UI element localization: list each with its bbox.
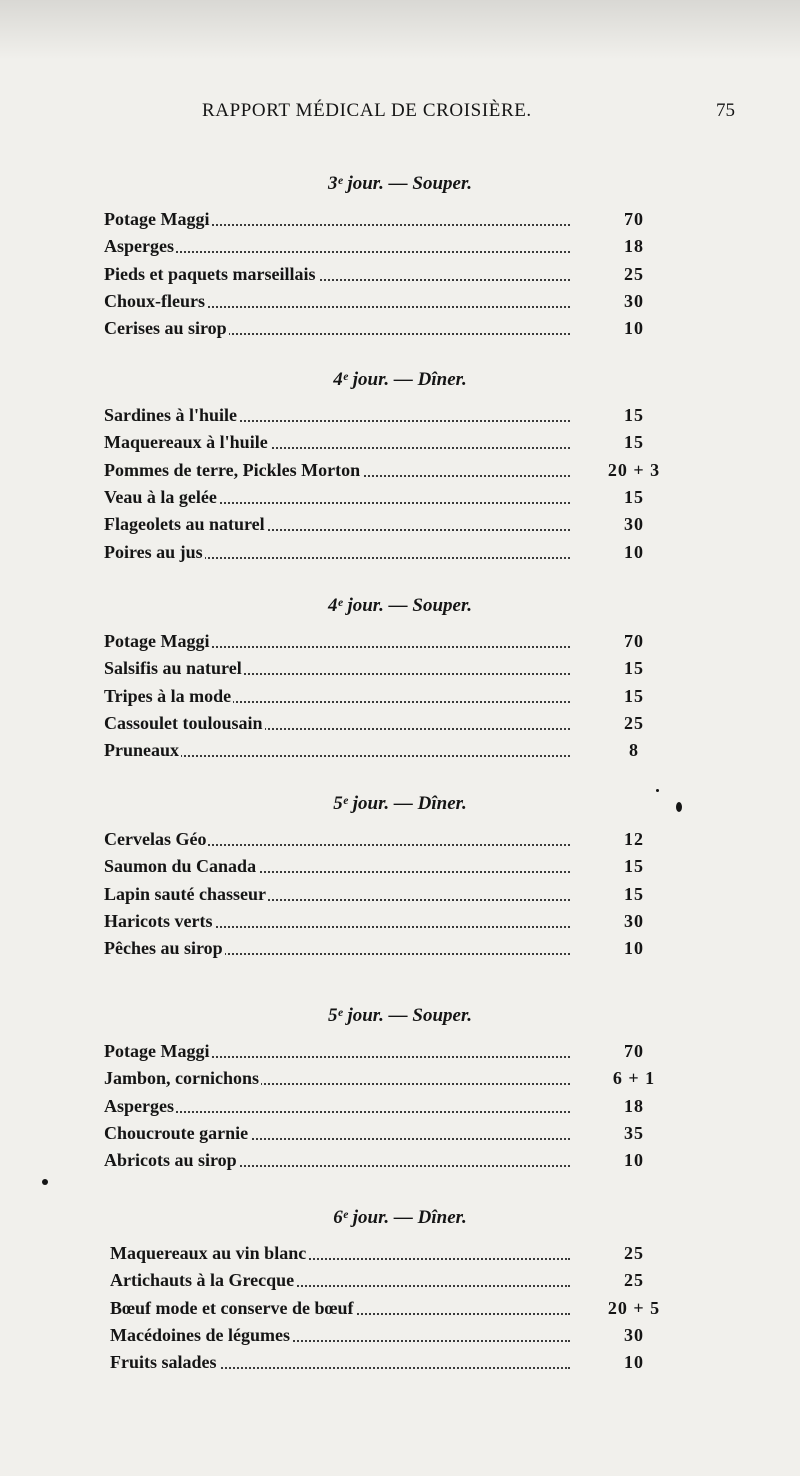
dish-quantity: 10	[624, 542, 644, 562]
dish-quantity: 8	[629, 740, 639, 760]
dish-quantity: 6 + 1	[612, 1068, 656, 1088]
dish-quantity: 30	[624, 911, 644, 931]
dish-name: Pommes de terre, Pickles Morton	[104, 460, 361, 480]
dish-name: Potage Maggi	[104, 1041, 210, 1061]
dish-row	[0, 429, 800, 456]
dish-row	[0, 881, 800, 908]
dish-row	[0, 1349, 800, 1376]
section-title: 6ᵉ jour. — Dîner.	[333, 1207, 467, 1228]
dish-row	[0, 539, 800, 566]
dish-quantity: 70	[624, 631, 644, 651]
dish-name: Fruits salades	[110, 1352, 217, 1372]
dish-row	[0, 683, 800, 710]
dish-name: Choux-fleurs	[104, 291, 206, 311]
dish-name: Jambon, cornichons	[104, 1068, 260, 1088]
dish-row	[0, 1093, 800, 1120]
dish-quantity: 30	[624, 1325, 644, 1345]
dish-name: Artichauts à la Grecque	[110, 1270, 295, 1290]
section-title: 4ᵉ jour. — Souper.	[327, 595, 473, 616]
dish-name: Macédoines de légumes	[110, 1325, 290, 1345]
ink-speck	[42, 1179, 48, 1185]
dish-row	[0, 853, 800, 880]
dish-row	[0, 1120, 800, 1147]
dish-name: Asperges	[104, 1096, 174, 1116]
dish-quantity: 30	[624, 514, 644, 534]
dish-row	[0, 1322, 800, 1349]
dish-name: Choucroute garnie	[104, 1123, 249, 1143]
dish-quantity: 15	[624, 658, 644, 678]
section-title: 5ᵉ jour. — Souper.	[327, 1005, 473, 1026]
dish-name: Saumon du Canada	[104, 856, 257, 876]
dish-quantity: 10	[624, 318, 644, 338]
dish-row	[0, 1038, 800, 1065]
section-title: 4ᵉ jour. — Dîner.	[333, 369, 467, 390]
dish-name: Potage Maggi	[104, 631, 210, 651]
dish-quantity: 30	[624, 291, 644, 311]
dish-quantity: 12	[624, 829, 644, 849]
dish-quantity: 10	[624, 938, 644, 958]
dish-row	[0, 484, 800, 511]
ink-speck	[676, 802, 682, 812]
dish-name: Sardines à l'huile	[104, 405, 238, 425]
dish-row	[0, 261, 800, 288]
dish-quantity: 25	[624, 264, 644, 284]
dish-quantity: 20 + 3	[607, 460, 661, 480]
dish-row	[0, 402, 800, 429]
dish-row	[0, 737, 800, 764]
dish-quantity: 25	[624, 713, 644, 733]
dish-row	[0, 826, 800, 853]
section-title: 5ᵉ jour. — Dîner.	[333, 793, 467, 814]
dish-quantity: 10	[624, 1352, 644, 1372]
dish-name: Cerises au sirop	[104, 318, 227, 338]
section-title: 3ᵉ jour. — Souper.	[327, 173, 473, 194]
dish-row	[0, 288, 800, 315]
dish-name: Pruneaux	[104, 740, 180, 760]
dish-name: Flageolets au naturel	[104, 514, 265, 534]
dish-row	[0, 628, 800, 655]
dish-name: Lapin sauté chasseur	[104, 884, 267, 904]
dish-row	[0, 457, 800, 484]
dish-quantity: 15	[624, 432, 644, 452]
dish-quantity: 70	[624, 1041, 644, 1061]
dish-quantity: 35	[624, 1123, 644, 1143]
dish-quantity: 20 + 5	[607, 1298, 661, 1318]
dish-quantity: 25	[624, 1243, 644, 1263]
dish-name: Bœuf mode et conserve de bœuf	[110, 1298, 354, 1318]
dish-row	[0, 206, 800, 233]
dish-quantity: 15	[624, 686, 644, 706]
dish-name: Cassoulet toulousain	[104, 713, 263, 733]
dish-row	[0, 935, 800, 962]
dish-name: Maquereaux au vin blanc	[110, 1243, 307, 1263]
running-head	[0, 100, 800, 130]
dish-name: Asperges	[104, 236, 174, 256]
dish-quantity: 25	[624, 1270, 644, 1290]
dish-row	[0, 233, 800, 260]
dish-name: Salsifis au naturel	[104, 658, 242, 678]
ink-speck	[656, 789, 659, 792]
dish-quantity: 18	[624, 1096, 644, 1116]
dish-row	[0, 655, 800, 682]
dish-row	[0, 1065, 800, 1092]
dish-row	[0, 1147, 800, 1174]
dish-name: Abricots au sirop	[104, 1150, 237, 1170]
dish-name: Pêches au sirop	[104, 938, 223, 958]
dish-row	[0, 1240, 800, 1267]
dish-quantity: 10	[624, 1150, 644, 1170]
dish-quantity: 18	[624, 236, 644, 256]
dish-name: Tripes à la mode	[104, 686, 232, 706]
dish-name: Maquereaux à l'huile	[104, 432, 268, 452]
dish-name: Haricots verts	[104, 911, 213, 931]
dish-quantity: 15	[624, 487, 644, 507]
dish-row	[0, 908, 800, 935]
dish-quantity: 15	[624, 856, 644, 876]
dish-row	[0, 315, 800, 342]
dish-name: Potage Maggi	[104, 209, 210, 229]
dish-name: Pieds et paquets marseillais	[104, 264, 316, 284]
page-number: 75	[716, 100, 735, 121]
dish-name: Poires au jus	[104, 542, 203, 562]
running-title: RAPPORT MÉDICAL DE CROISIÈRE.	[202, 100, 532, 121]
dish-name: Cervelas Géo	[104, 829, 207, 849]
dish-quantity: 15	[624, 884, 644, 904]
dish-row	[0, 511, 800, 538]
dish-quantity: 70	[624, 209, 644, 229]
dish-row	[0, 1295, 800, 1322]
dish-name: Veau à la gelée	[104, 487, 217, 507]
dish-row	[0, 710, 800, 737]
dish-quantity: 15	[624, 405, 644, 425]
dish-row	[0, 1267, 800, 1294]
